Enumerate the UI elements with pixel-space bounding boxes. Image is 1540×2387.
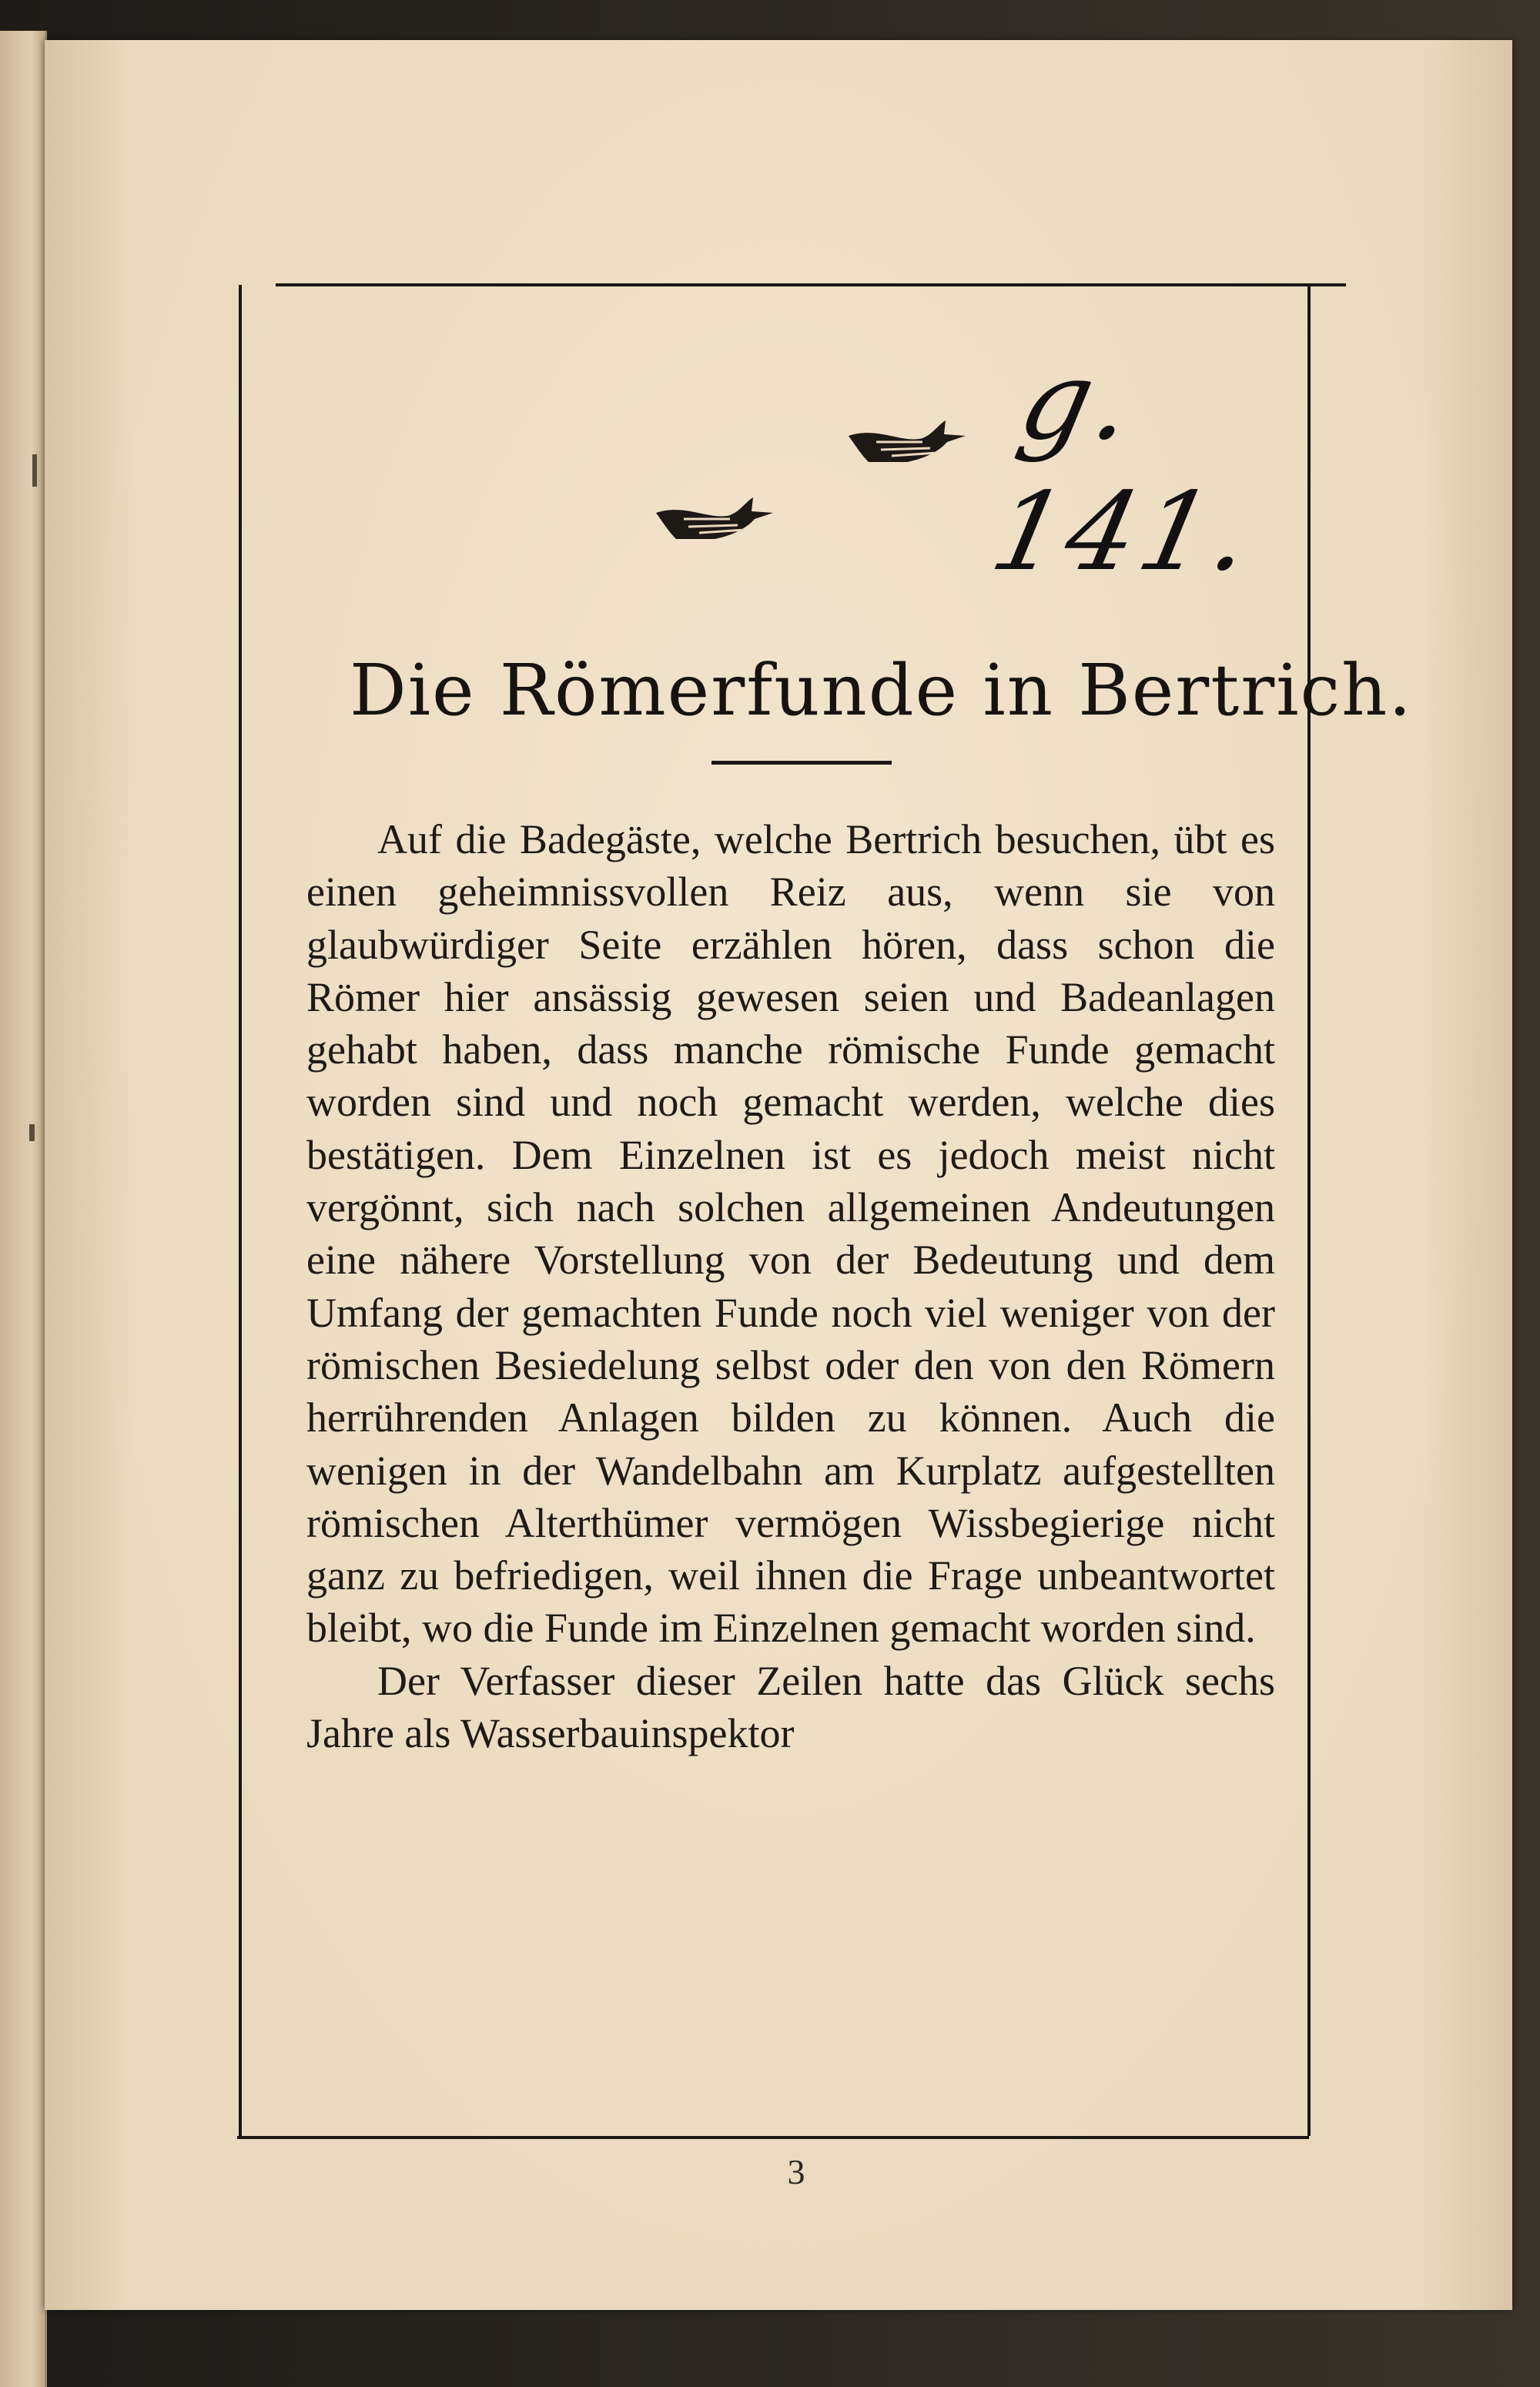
fleuron-ornament-icon (653, 496, 776, 542)
page-number: 3 (787, 2152, 805, 2191)
book-page (45, 40, 1512, 2310)
frame-bottom-rule (237, 2136, 1309, 2139)
title-rule (711, 761, 892, 765)
fleuron-ornament-icon (845, 419, 969, 465)
handwritten-shelfmark: g. 141. (981, 339, 1267, 595)
paragraph: Der Verfasser dieser Zeilen hatte das Glück sechs Jahre als Wasserbauinspektor (306, 1657, 1275, 1757)
paragraph: Auf die Badegäste, welche Bertrich besuchen, übt es einen geheimnissvollen Reiz aus, wenn sie von glaubwürdiger Seite erzählen hören, dass schon die Römer hier ansässig gewesen seien und Badeanlagen gehabt haben, dass manche römische Funde gemacht worden sind und noch gemacht werden, welche dies bestätigen. Dem Einzelnen ist es jedoch meist nicht vergönnt, sich nach solchen allgemeinen Andeutungen eine nähere Vorstellung von der Bedeutung und dem Umfang der gemachten Funde noch viel weniger von der römischen Besiedelung selbst oder den von den Römern herrührenden Anlagen bilden zu können. Auch die wenigen in der Wandelbahn am Kurplatz aufgestellten römischen Alterthümer vermögen Wissbegierige nicht ganz zu befriedigen, weil ihnen die Frage unbeantwortet bleibt, wo die Funde im Einzelnen gemacht worden sind. (306, 816, 1275, 1652)
facing-page-edge (0, 31, 47, 2387)
margin-mark (29, 1124, 35, 1141)
margin-mark (32, 454, 37, 487)
chapter-title: Die Römerfunde in Bertrich. (350, 649, 1413, 732)
body-text (306, 813, 1275, 1759)
